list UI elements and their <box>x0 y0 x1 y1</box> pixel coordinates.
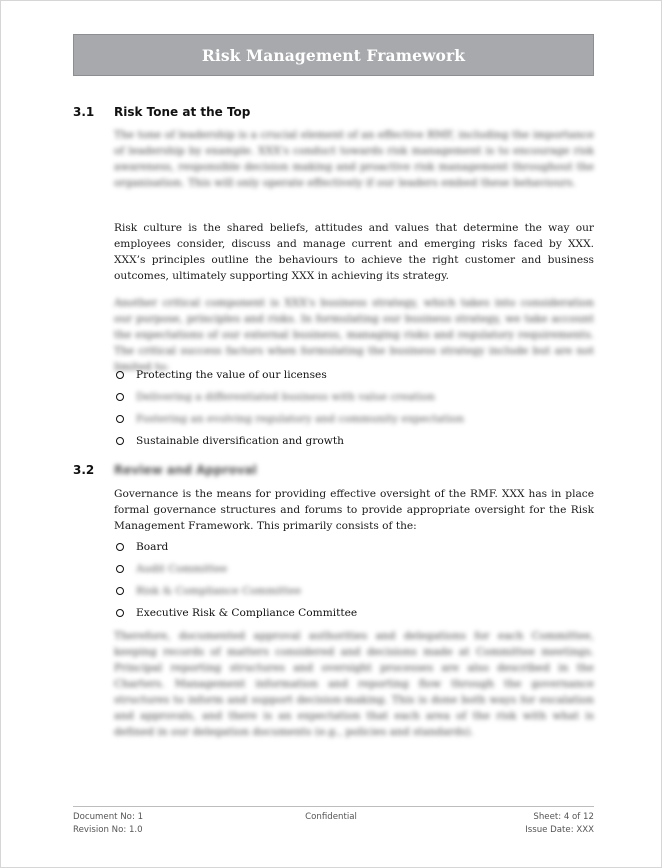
section-number: 3.2 <box>73 463 95 477</box>
bullet-circle-icon <box>116 609 124 617</box>
classification-label: Confidential <box>305 812 357 822</box>
list-item-text: Risk & Compliance Committee <box>136 585 302 597</box>
document-number: Document No: 1 <box>73 812 144 822</box>
blurred-paragraph-delegations: Therefore, documented approval authorities and delegations for each Committee, keeping records of matters considered and decisions made at Committee meetings. Principal reporting structures and oversight processes are also described in the Charters. Management information and reporting flow through the governance structures to inform and support decision-making. This is done both ways for escalation and approvals, and there is an expectation that each area of the risk with what is defined in our delegation documents (e.g., policies and standards). <box>114 630 594 738</box>
success-factors-list <box>114 364 464 452</box>
document-title: Risk Management Framework <box>201 45 466 65</box>
bullet-circle-icon <box>116 415 124 423</box>
bullet-circle-icon <box>116 393 124 401</box>
list-item-text: Protecting the value of our licenses <box>136 369 327 381</box>
revision-number: Revision No: 1.0 <box>73 825 143 835</box>
bullet-circle-icon <box>116 371 124 379</box>
list-item-text: Delivering a differentiated business with value creation <box>136 391 435 403</box>
list-item <box>114 558 357 580</box>
list-item-text: Fostering an evolving regulatory and community expectation <box>136 413 465 425</box>
bullet-circle-icon <box>116 437 124 445</box>
list-item-text: Sustainable diversification and growth <box>136 435 344 447</box>
footer-divider <box>73 806 594 807</box>
issue-date: Issue Date: XXX <box>525 825 594 835</box>
sheet-number: Sheet: 4 of 12 <box>533 812 594 822</box>
list-item-text: Audit Committee <box>136 563 228 575</box>
section-heading-3-1 <box>73 105 250 119</box>
risk-culture-paragraph: Risk culture is the shared beliefs, attitudes and values that determine the way our employees consider, discuss and manage current and emerging risks faced by XXX. XXX’s principles outline the behaviours to achieve the right customer and business outcomes, ultimately supporting XXX in achieving its strategy. <box>114 222 594 282</box>
section-title: Review and Approval <box>114 463 257 477</box>
list-item <box>114 536 357 558</box>
bullet-circle-icon <box>116 543 124 551</box>
list-item <box>114 430 464 452</box>
section-title: Risk Tone at the Top <box>114 105 251 119</box>
list-item <box>114 602 357 624</box>
bullet-circle-icon <box>116 587 124 595</box>
section-heading-3-2 <box>73 463 257 477</box>
document-title-banner <box>73 34 594 76</box>
blurred-paragraph-strategy: Another critical component is XXX's business strategy, which takes into consideration our purpose, principles and risks. In formulating our business strategy, we take account the expectations of our external business, managing risks and regulatory requirements. The critical success factors when formulating the business strategy include but are not limited to: <box>114 297 594 373</box>
list-item <box>114 580 357 602</box>
list-item <box>114 408 464 430</box>
list-item-text: Board <box>136 541 169 553</box>
governance-bodies-list <box>114 536 357 624</box>
bullet-circle-icon <box>116 565 124 573</box>
footer-right <box>525 811 594 837</box>
list-item <box>114 364 464 386</box>
list-item <box>114 386 464 408</box>
blurred-paragraph-tone: The tone of leadership is a crucial element of an effective RMF, including the importance of leadership by example. XXX's conduct towards risk management is to encourage risk awareness, responsible decision making and proactive risk management throughout the organisation. This will only operate effectively if our leaders embed these behaviours. <box>114 129 594 189</box>
section-number: 3.1 <box>73 105 95 119</box>
governance-paragraph: Governance is the means for providing effective oversight of the RMF. XXX has in place formal governance structures and forums to provide appropriate oversight for the Risk Management Framework. This primarily consists of the: <box>114 488 594 532</box>
list-item-text: Executive Risk & Compliance Committee <box>136 607 358 619</box>
